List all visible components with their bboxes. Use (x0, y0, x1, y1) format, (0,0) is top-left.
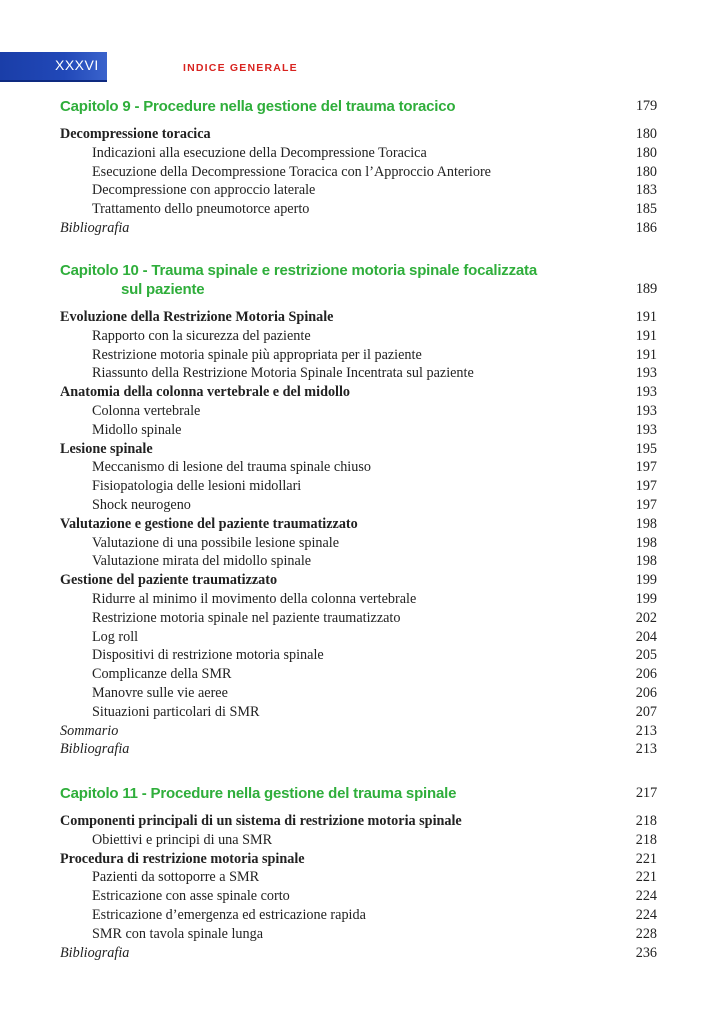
entry-title: Componenti principali di un sistema di restrizione motoria spinale (60, 813, 462, 829)
entry-page: 180 (635, 163, 657, 180)
entry-page: 186 (635, 219, 657, 236)
chapter-page: 217 (635, 785, 657, 801)
toc-subsection-row[interactable] (60, 458, 657, 477)
toc-subsection-row[interactable] (60, 665, 657, 684)
toc-subsection-row[interactable] (60, 552, 657, 571)
toc-section-row[interactable] (60, 515, 657, 534)
toc-subsection-row[interactable] (60, 421, 657, 440)
entry-page: 198 (635, 534, 657, 551)
entry-title: Obiettivi e principi di una SMR (92, 831, 273, 848)
entry-title: Rapporto con la sicurezza del paziente (92, 327, 311, 344)
toc-section-row[interactable] (60, 850, 657, 869)
chapter-11-title-row[interactable] (60, 785, 657, 802)
entry-page: 221 (635, 850, 657, 867)
entry-title: Gestione del paziente traumatizzato (60, 572, 278, 589)
toc-subsection-row[interactable] (60, 831, 657, 850)
entry-page: 221 (635, 869, 657, 886)
entry-title: Dispositivi di restrizione motoria spinale (92, 647, 324, 664)
entry-page: 198 (635, 553, 657, 570)
entry-title: Sommario (60, 722, 119, 739)
entry-title: Evoluzione della Restrizione Motoria Spinale (60, 309, 334, 325)
entry-title: Bibliografia (60, 944, 130, 961)
entry-title: Fisiopatologia delle lesioni midollari (92, 478, 302, 495)
entry-title: Estricazione con asse spinale corto (92, 888, 290, 905)
entry-title: Meccanismo di lesione del trauma spinale chiuso (92, 459, 371, 476)
entry-page: 195 (635, 440, 657, 457)
entry-title: Trattamento dello pneumotorce aperto (92, 201, 310, 218)
entry-page: 202 (635, 609, 657, 626)
chapter-title: Capitolo 10 - Trauma spinale e restrizione motoria spinale focalizzata (60, 262, 537, 279)
entry-page: 197 (635, 496, 657, 513)
toc-subsection-row[interactable] (60, 181, 657, 200)
entry-page: 228 (635, 925, 657, 942)
entry-title: Log roll (92, 628, 139, 645)
entry-page: 180 (635, 144, 657, 161)
toc-section-row[interactable] (60, 440, 657, 459)
entry-title: Valutazione di una possibile lesione spinale (92, 534, 340, 551)
toc-subsection-row[interactable] (60, 496, 657, 515)
entry-title: Colonna vertebrale (92, 402, 201, 419)
entry-title: Valutazione e gestione del paziente traumatizzato (60, 515, 358, 532)
entry-page: 206 (635, 684, 657, 701)
chapter-10-title-row-cont[interactable] (60, 281, 657, 298)
entry-page: 193 (635, 402, 657, 419)
toc-subsection-row[interactable] (60, 684, 657, 703)
entry-page: 199 (635, 590, 657, 607)
chapter-10-block (60, 262, 657, 759)
toc-backmatter-row[interactable] (60, 722, 657, 741)
toc-subsection-row[interactable] (60, 703, 657, 722)
section-label: INDICE GENERALE (183, 62, 298, 74)
entry-title: Ridurre al minimo il movimento della colonna vertebrale (92, 590, 417, 607)
toc-subsection-row[interactable] (60, 200, 657, 219)
entry-title: Restrizione motoria spinale nel paziente traumatizzato (92, 609, 401, 626)
chapter-title: Capitolo 11 - Procedure nella gestione del trauma spinale (60, 785, 457, 802)
chapter-9-entries (60, 125, 657, 238)
entry-title: Restrizione motoria spinale più appropriata per il paziente (92, 346, 422, 363)
entry-page: 224 (635, 888, 657, 905)
entry-page: 236 (635, 944, 657, 961)
page-number: XXXVI (55, 57, 99, 73)
entry-page: 218 (635, 831, 657, 848)
entry-page: 193 (635, 384, 657, 401)
entry-page: 224 (635, 906, 657, 923)
entry-title: Procedura di restrizione motoria spinale (60, 850, 305, 867)
entry-page: 180 (635, 126, 657, 142)
entry-title: Pazienti da sottoporre a SMR (92, 869, 260, 886)
chapter-11-entries (60, 812, 657, 962)
entry-page: 191 (635, 346, 657, 363)
toc-subsection-row[interactable] (60, 402, 657, 421)
toc-subsection-row[interactable] (60, 887, 657, 906)
entry-title: Situazioni particolari di SMR (92, 703, 260, 720)
entry-title: Shock neurogeno (92, 496, 191, 513)
toc-subsection-row[interactable] (60, 628, 657, 647)
entry-title: Estricazione d’emergenza ed estricazione rapida (92, 906, 366, 923)
toc-subsection-row[interactable] (60, 346, 657, 365)
entry-page: 193 (635, 421, 657, 438)
entry-page: 197 (635, 459, 657, 476)
toc-subsection-row[interactable] (60, 163, 657, 182)
entry-title: Complicanze della SMR (92, 666, 232, 683)
chapter-title-continued: sul paziente (121, 281, 205, 298)
toc-subsection-row[interactable] (60, 868, 657, 887)
toc-subsection-row[interactable] (60, 646, 657, 665)
chapter-page: 179 (635, 98, 657, 114)
entry-page: 183 (635, 182, 657, 199)
entry-page: 205 (635, 647, 657, 664)
chapter-9-block (60, 98, 657, 238)
entry-page: 204 (635, 628, 657, 645)
entry-title: Valutazione mirata del midollo spinale (92, 553, 312, 570)
entry-title: Decompressione toracica (60, 126, 211, 142)
chapter-10-entries (60, 308, 657, 759)
toc-backmatter-row[interactable] (60, 740, 657, 759)
toc-section-row[interactable] (60, 812, 657, 831)
chapter-11-block (60, 785, 657, 962)
entry-title: Riassunto della Restrizione Motoria Spinale Incentrata sul paziente (92, 365, 474, 382)
entry-title: Manovre sulle vie aeree (92, 684, 228, 701)
entry-title: Lesione spinale (60, 440, 153, 457)
entry-title: Decompressione con approccio laterale (92, 182, 316, 199)
chapter-title: Capitolo 9 - Procedure nella gestione del trauma toracico (60, 98, 456, 115)
toc-subsection-row[interactable] (60, 364, 657, 383)
toc-backmatter-row[interactable] (60, 219, 657, 238)
toc-subsection-row[interactable] (60, 590, 657, 609)
entry-page: 213 (635, 741, 657, 758)
toc-section-row[interactable] (60, 125, 657, 144)
entry-page: 213 (635, 722, 657, 739)
entry-page: 199 (635, 572, 657, 589)
entry-page: 191 (635, 309, 657, 325)
chapter-9-title-row[interactable] (60, 98, 657, 115)
entry-page: 191 (635, 327, 657, 344)
toc-subsection-row[interactable] (60, 906, 657, 925)
toc-subsection-row[interactable] (60, 534, 657, 553)
entry-title: SMR con tavola spinale lunga (92, 925, 264, 942)
entry-title: Bibliografia (60, 741, 130, 758)
entry-title: Midollo spinale (92, 421, 182, 438)
toc-subsection-row[interactable] (60, 144, 657, 163)
toc-subsection-row[interactable] (60, 477, 657, 496)
toc-section-row[interactable] (60, 571, 657, 590)
toc-backmatter-row[interactable] (60, 944, 657, 963)
entry-page: 218 (635, 813, 657, 829)
entry-title: Esecuzione della Decompressione Toracica con l’Approccio Anteriore (92, 163, 491, 180)
entry-page: 207 (635, 703, 657, 720)
entry-title: Indicazioni alla esecuzione della Decompressione Toracica (92, 144, 427, 161)
page-number-tab (0, 52, 107, 82)
toc-section-row[interactable] (60, 383, 657, 402)
chapter-10-title-row[interactable] (60, 262, 657, 279)
entry-title: Bibliografia (60, 219, 130, 236)
toc-subsection-row[interactable] (60, 609, 657, 628)
toc-subsection-row[interactable] (60, 925, 657, 944)
entry-page: 193 (635, 365, 657, 382)
toc-subsection-row[interactable] (60, 327, 657, 346)
entry-page: 206 (635, 666, 657, 683)
toc-section-row[interactable] (60, 308, 657, 327)
entry-page: 197 (635, 478, 657, 495)
entry-page: 198 (635, 515, 657, 532)
entry-page: 185 (635, 201, 657, 218)
chapter-page: 189 (635, 281, 657, 297)
entry-title: Anatomia della colonna vertebrale e del midollo (60, 384, 351, 401)
